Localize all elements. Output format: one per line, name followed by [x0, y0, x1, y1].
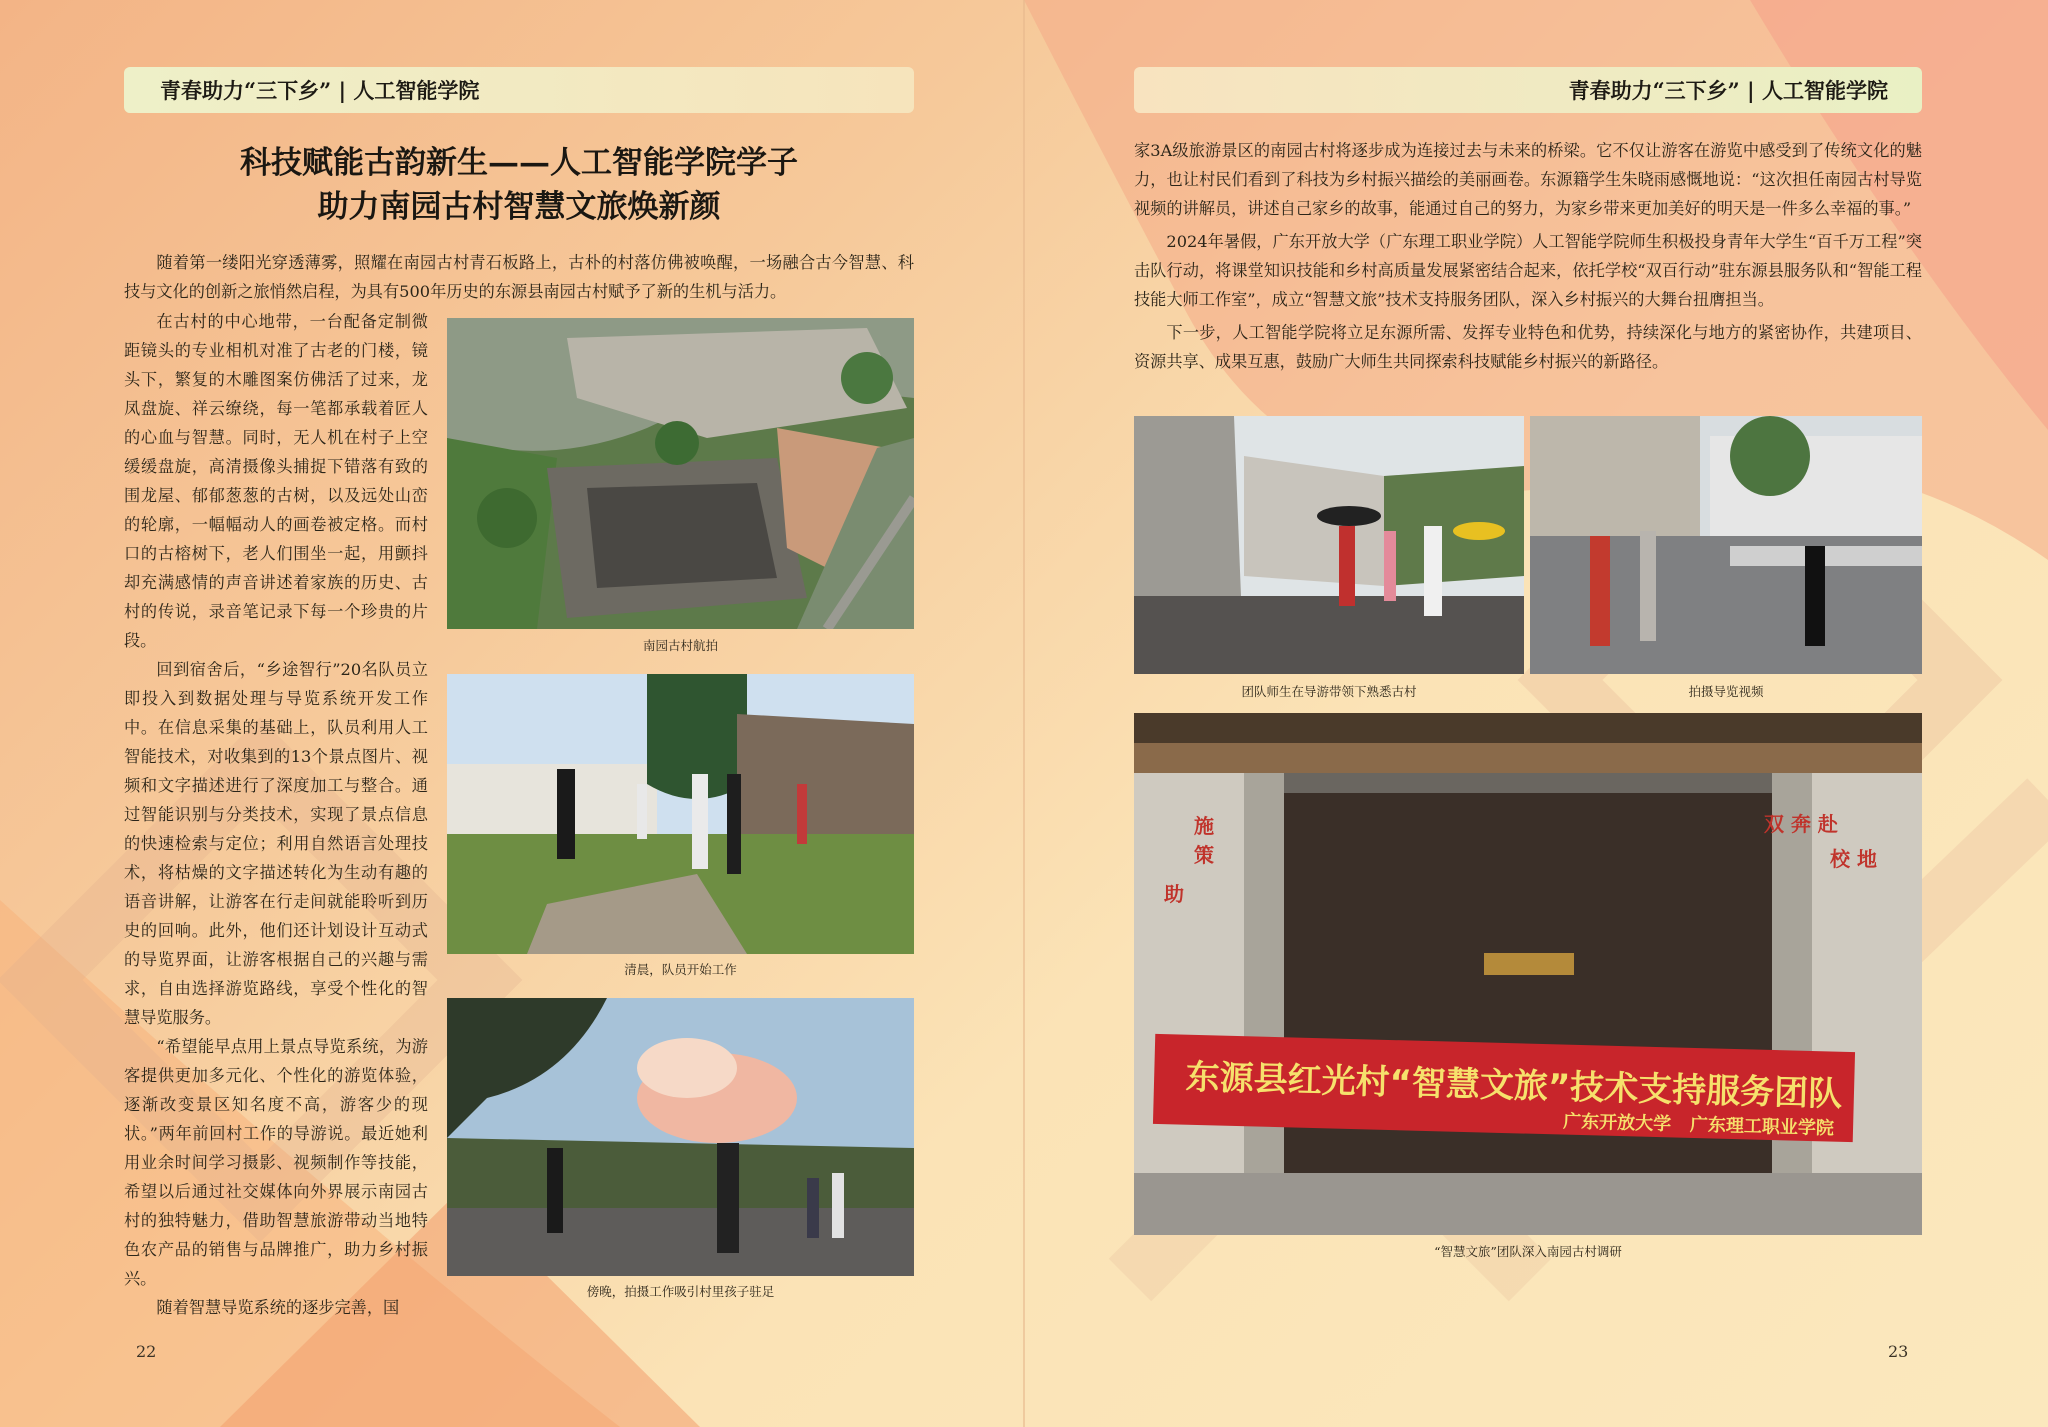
body-paragraph-5: 2024年暑假，广东开放大学（广东理工职业学院）人工智能学院师生积极投身青年大学生“百千万工程”突击队行动，将课堂知识技能和乡村高质量发展紧密结合起来，依托学校“双百行动”驻东源县服务队和“智能工程技能大师工作室”，成立“智慧文旅”技术支持服务团队，深入乡村振兴的大舞台扭膺担当。: [1134, 232, 1922, 309]
caption-morning: 清晨，队员开始工作: [624, 962, 737, 977]
body-paragraph-2: 回到宿舍后，“乡途智行”20名队员立即投入到数据处理与导览系统开发工作中。在信息采集的基础上，队员利用人工智能技术，对收集到的13个景点图片、视频和文字描述进行了深度加工与整合。通过智能识别与分类技术，实现了景点信息的快速检索与定位；利用自然语言处理技术，将枯燥的文字描述转化为生动有趣的语音讲解，让游客在行走间就能聆听到历史的回响。此外，他们还计划设计互动式的导览界面，让游客根据自己的兴趣与需求，自由选择游览路线，享受个性化的智慧导览服务。: [124, 660, 428, 1027]
body-paragraph-1: 在古村的中心地带，一台配备定制微距镜头的专业相机对准了古老的门楼，镜头下，繁复的木雕图案仿佛活了过来，龙凤盘旋、祥云缭绕，每一笔都承载着匠人的心血与智慧。同时，无人机在村子上空缓缓盘旋，高清摄像头捕捉下错落有致的围龙屋、郁郁葱葱的古树，以及远处山峦的轮廓，一幅幅动人的画卷被定格。而村口的古榕树下，老人们围坐一起，用颤抖却充满感情的声音讲述着家族的历史、古村的传说，录音笔记录下每一个珍贵的片段。: [124, 312, 428, 650]
article-title-line2: 助力南园古村智慧文旅焕新颜: [317, 189, 721, 225]
page-number: 23: [1888, 1342, 1909, 1361]
page-number: 22: [136, 1342, 157, 1361]
banner-title: 东源县红光村“智慧文旅”技术支持服务团队: [1185, 1057, 1843, 1115]
hall-left-text-2: 助: [1164, 882, 1184, 906]
body-paragraph-3: “希望能早点用上景点导览系统，为游客提供更加多元化、个性化的游览体验，逐渐改变景区知名度不高，游客少的现状。”两年前回村工作的导游说。最近她利用业余时间学习摄影、视频制作等技能，希望以后通过社交媒体向外界展示南园古村的独特魅力，借助智慧旅游带动当地特色农产品的销售与品牌推广，助力乡村振兴。: [124, 1037, 428, 1288]
body-paragraph-6: 下一步，人工智能学院将立足东源所需、发挥专业特色和优势，持续深化与地方的紧密协作，共建项目、资源共享、成果互惠，鼓励广大师生共同探索科技赋能乡村振兴的新路径。: [1134, 323, 1922, 371]
left-text-column: [124, 307, 428, 1327]
banner-subtitle: 广东开放大学 广东理工职业学院: [1562, 1111, 1835, 1140]
article-title-line1: 科技赋能古韵新生——人工智能学院学子: [240, 145, 798, 181]
caption-team-walking: 团队师生在导游带领下熟悉古村: [1241, 684, 1417, 699]
team-walking-photo: [1134, 416, 1524, 674]
hall-right-text: 双 奔 赴: [1764, 812, 1838, 836]
hall-right-text-2: 校 地: [1830, 847, 1877, 871]
evening-shoot-photo: [447, 998, 914, 1276]
aerial-village-photo: [447, 318, 914, 629]
filming-photo: [1530, 416, 1922, 674]
right-text-block: [1134, 136, 1922, 376]
intro-paragraph: 随着第一缕阳光穿透薄雾，照耀在南园古村青石板路上，古朴的村落仿佛被唤醒，一场融合古今智慧、科技与文化的创新之旅悄然启程，为具有500年历史的东源县南园古村赋予了新的生机与活力。: [124, 253, 914, 301]
caption-group: “智慧文旅”团队深入南园古村调研: [1434, 1244, 1622, 1259]
caption-aerial: 南园古村航拍: [642, 638, 718, 653]
morning-team-photo: [447, 674, 914, 954]
right-page: [1024, 0, 2048, 1427]
caption-filming: 拍摄导览视频: [1688, 684, 1764, 699]
section-header: 青春助力“三下乡” | 人工智能学院: [1134, 67, 1922, 113]
body-paragraph-cont: 家3A级旅游景区的南园古村将逐步成为连接过去与未来的桥梁。它不仅让游客在游览中感受到了传统文化的魅力，也让村民们看到了科技为乡村振兴描绘的美丽画卷。东源籍学生朱晓雨感慨地说：“这次担任南园古村导览视频的讲解员，讲述自己家乡的故事，能通过自己的努力，为家乡带来更加美好的明天是一件多么幸福的事。”: [1134, 141, 1922, 218]
group-banner-photo: [1134, 713, 1922, 1235]
body-paragraph-4: 随着智慧导览系统的逐步完善，国: [156, 1298, 400, 1317]
caption-evening: 傍晚，拍摄工作吸引村里孩子驻足: [586, 1284, 775, 1299]
hall-left-text: 施 策: [1194, 814, 1228, 867]
section-header: 青春助力“三下乡” | 人工智能学院: [124, 67, 914, 113]
